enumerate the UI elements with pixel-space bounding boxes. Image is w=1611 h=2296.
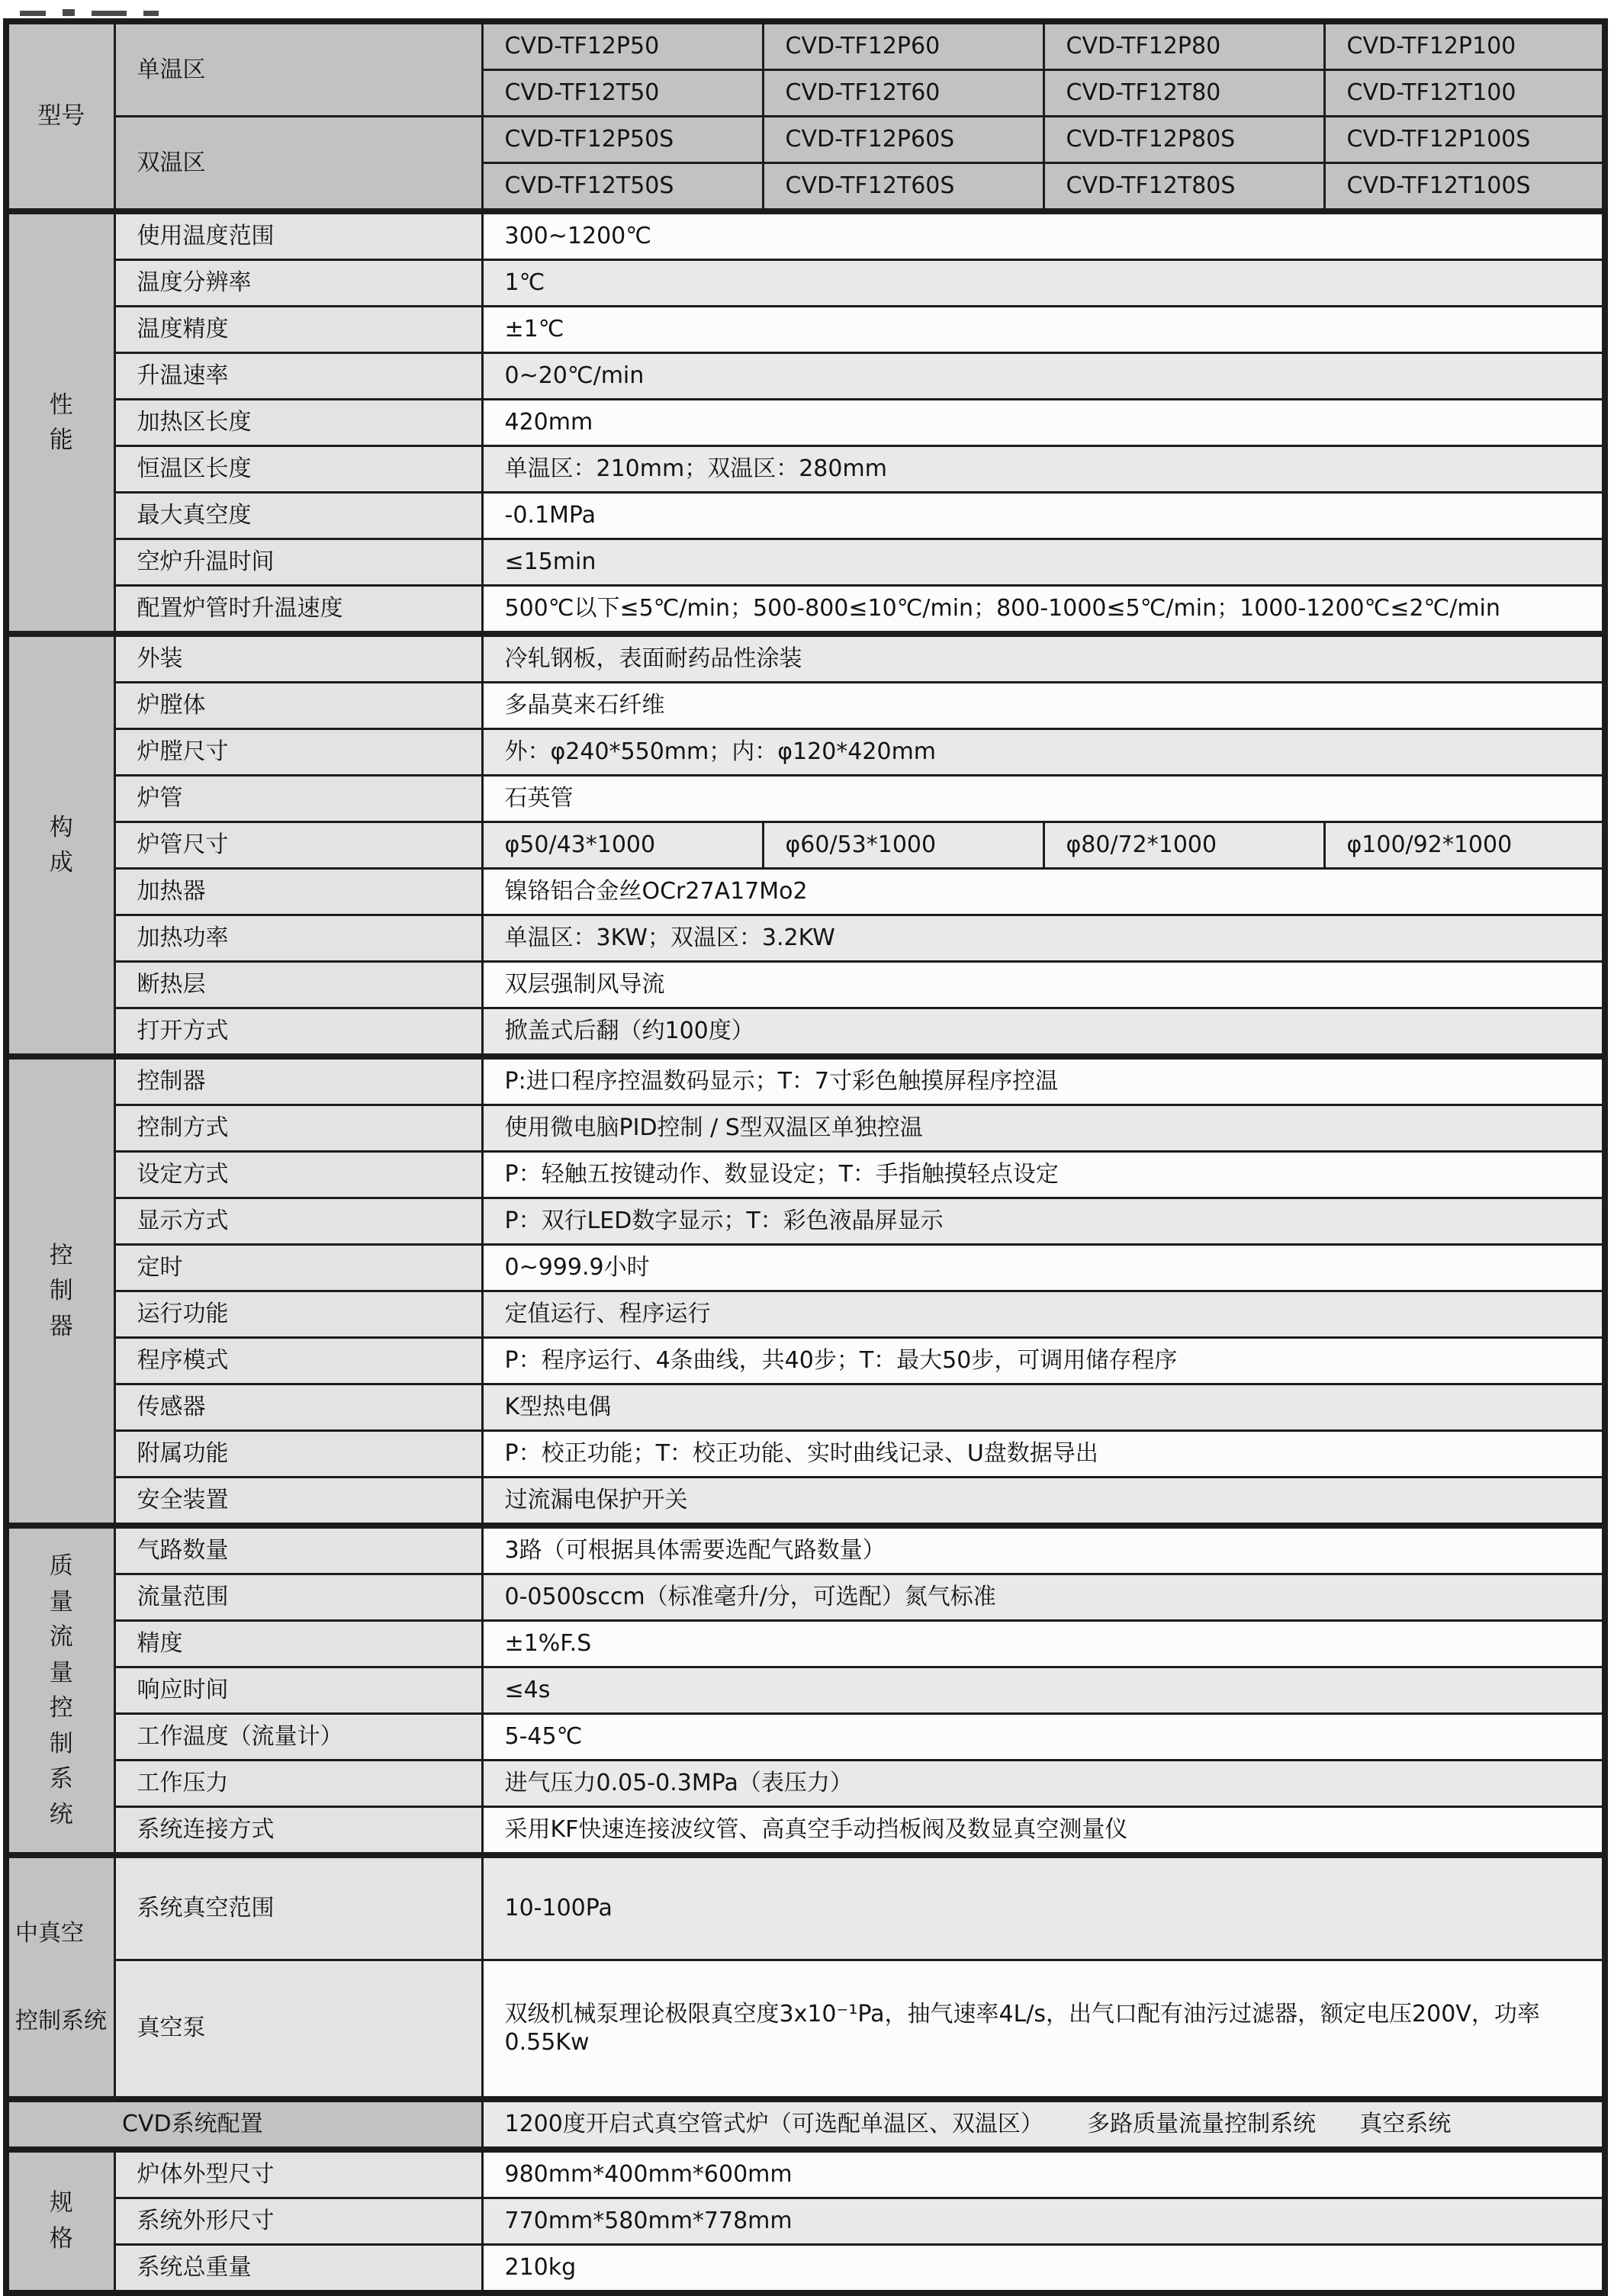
value-cell: P：双行LED数字显示；T：彩色液晶屏显示 [482, 1198, 1605, 1245]
spec-row [6, 1526, 1605, 1574]
value-cell: 0~20℃/min [482, 353, 1605, 400]
spec-row [6, 1152, 1605, 1198]
category-cell-vacuum [6, 1855, 114, 2099]
spec-row [6, 729, 1605, 776]
value-cell: 多晶莫来石纤维 [482, 683, 1605, 729]
spec-row [6, 2150, 1605, 2198]
category-cell-dimensions [6, 2150, 114, 2293]
value-cell: ±1%F.S [482, 1621, 1605, 1667]
value-cell: 双级机械泵理论极限真空度3x10⁻¹Pa，抽气速率4L/s，出气口配有油污过滤器，额定电压200V，功率0.55Kw [482, 1960, 1605, 2098]
spec-row [6, 1574, 1605, 1621]
value-cell: 10-100Pa [482, 1855, 1605, 1960]
attr-cell: 外装 [114, 634, 482, 683]
model-row [6, 21, 1605, 70]
model-cell: CVD-TF12P50 [482, 21, 763, 70]
spec-row [6, 1056, 1605, 1105]
attr-cell: 真空泵 [114, 1960, 482, 2098]
value-cell: φ80/72*1000 [1043, 822, 1324, 869]
model-cell: CVD-TF12P60S [763, 117, 1043, 163]
category-cell-performance [6, 211, 114, 634]
value-cell: φ60/53*1000 [763, 822, 1043, 869]
spec-row [6, 260, 1605, 307]
attr-cell: 配置炉管时升温速度 [114, 586, 482, 635]
value-cell: 采用KF快速连接波纹管、高真空手动挡板阀及数显真空测量仪 [482, 1807, 1605, 1856]
attr-cell: 升温速率 [114, 353, 482, 400]
attr-cell: 炉管 [114, 776, 482, 822]
spec-row [6, 1198, 1605, 1245]
spec-row [6, 539, 1605, 586]
attr-cell: 最大真空度 [114, 493, 482, 539]
spec-row [6, 1761, 1605, 1807]
value-cell: 进气压力0.05-0.3MPa（表压力） [482, 1761, 1605, 1807]
value-cell: P：校正功能；T：校正功能、实时曲线记录、U盘数据导出 [482, 1431, 1605, 1478]
model-cell: CVD-TF12T100 [1324, 70, 1605, 117]
category-cell-construction [6, 634, 114, 1056]
spec-row [6, 1621, 1605, 1667]
value-cell: P：轻触五按键动作、数显设定；T：手指触摸轻点设定 [482, 1152, 1605, 1198]
model-cell: CVD-TF12P80 [1043, 21, 1324, 70]
category-cell-mass-flow [6, 1526, 114, 1855]
attr-cell: 显示方式 [114, 1198, 482, 1245]
value-cell: 冷轧钢板，表面耐药品性涂装 [482, 634, 1605, 683]
value-cell: P：程序运行、4条曲线，共40步；T：最大50步，可调用储存程序 [482, 1338, 1605, 1384]
spec-row [6, 353, 1605, 400]
model-cell: CVD-TF12P50S [482, 117, 763, 163]
spec-row [6, 586, 1605, 635]
attr-cell: 工作温度（流量计） [114, 1714, 482, 1761]
spec-row [6, 1855, 1605, 1960]
spec-row [6, 683, 1605, 729]
model-cell: CVD-TF12T80 [1043, 70, 1324, 117]
spec-row [6, 1338, 1605, 1384]
value-cell: 使用微电脑PID控制 / S型双温区单独控温 [482, 1105, 1605, 1152]
spec-row [6, 1478, 1605, 1526]
attr-cell: 炉体外型尺寸 [114, 2150, 482, 2198]
spec-row [6, 2244, 1605, 2293]
category-label: 控制器 [49, 1241, 73, 1340]
attr-cell: 系统外形尺寸 [114, 2198, 482, 2244]
attr-cell: 安全装置 [114, 1478, 482, 1526]
category-cell-model: 型号 [6, 21, 114, 211]
spec-row [6, 493, 1605, 539]
attr-cell: 精度 [114, 1621, 482, 1667]
value-cell: ≤15min [482, 539, 1605, 586]
model-cell: CVD-TF12T80S [1043, 163, 1324, 212]
spec-row [6, 307, 1605, 353]
model-group-label: 双温区 [114, 117, 482, 212]
spec-row [6, 1667, 1605, 1714]
attr-cell: 工作压力 [114, 1761, 482, 1807]
cropped-heading-remnant [20, 2, 1611, 17]
model-row [6, 117, 1605, 163]
model-cell: CVD-TF12T60S [763, 163, 1043, 212]
model-cell: CVD-TF12T50 [482, 70, 763, 117]
spec-row [6, 446, 1605, 493]
value-cell: 420mm [482, 400, 1605, 446]
model-cell: CVD-TF12T100S [1324, 163, 1605, 212]
attr-cell: 流量范围 [114, 1574, 482, 1621]
spec-row [6, 1807, 1605, 1856]
spec-row [6, 1431, 1605, 1478]
attr-cell: 控制器 [114, 1056, 482, 1105]
attr-cell: 系统真空范围 [114, 1855, 482, 1960]
attr-cell: 系统连接方式 [114, 1807, 482, 1856]
config-row [6, 2099, 1605, 2150]
attr-cell: 响应时间 [114, 1667, 482, 1714]
attr-cell: 程序模式 [114, 1338, 482, 1384]
spec-row [6, 1008, 1605, 1057]
attr-cell: 设定方式 [114, 1152, 482, 1198]
spec-row [6, 962, 1605, 1008]
config-value-cell: 1200度开启式真空管式炉（可选配单温区、双温区） 多路质量流量控制系统 真空系统 [482, 2099, 1605, 2150]
model-cell: CVD-TF12P100S [1324, 117, 1605, 163]
spec-row [6, 400, 1605, 446]
attr-cell: 加热功率 [114, 915, 482, 962]
attr-cell: 附属功能 [114, 1431, 482, 1478]
value-cell: 3路（可根据具体需要选配气路数量） [482, 1526, 1605, 1574]
attr-cell: 加热区长度 [114, 400, 482, 446]
category-label: 性能 [49, 391, 73, 454]
category-label: 质量流量控制系统 [49, 1552, 73, 1828]
model-cell: CVD-TF12P60 [763, 21, 1043, 70]
spec-row [6, 2198, 1605, 2244]
attr-cell: 控制方式 [114, 1105, 482, 1152]
config-label-cell: CVD系统配置 [6, 2099, 482, 2150]
value-cell: 石英管 [482, 776, 1605, 822]
spec-row [6, 1384, 1605, 1431]
attr-cell: 定时 [114, 1245, 482, 1291]
attr-cell: 炉膛尺寸 [114, 729, 482, 776]
value-cell: 镍铬铝合金丝OCr27A17Mo2 [482, 869, 1605, 915]
value-cell: 单温区：3KW；双温区：3.2KW [482, 915, 1605, 962]
spec-row [6, 776, 1605, 822]
spec-row [6, 822, 1605, 869]
value-cell: 300~1200℃ [482, 211, 1605, 260]
spec-row [6, 211, 1605, 260]
spec-row [6, 1960, 1605, 2098]
attr-cell: 温度精度 [114, 307, 482, 353]
attr-cell: 系统总重量 [114, 2244, 482, 2293]
value-cell: 0-0500sccm（标准毫升/分，可选配）氮气标准 [482, 1574, 1605, 1621]
attr-cell: 加热器 [114, 869, 482, 915]
attr-cell: 使用温度范围 [114, 211, 482, 260]
attr-cell: 传感器 [114, 1384, 482, 1431]
category-cell-controller [6, 1056, 114, 1526]
spec-row [6, 915, 1605, 962]
spec-table [3, 18, 1608, 2296]
model-cell: CVD-TF12T60 [763, 70, 1043, 117]
spec-row [6, 1714, 1605, 1761]
model-cell: CVD-TF12P100 [1324, 21, 1605, 70]
attr-cell: 断热层 [114, 962, 482, 1008]
value-cell: 770mm*580mm*778mm [482, 2198, 1605, 2244]
model-group-label: 单温区 [114, 21, 482, 117]
value-cell: ±1℃ [482, 307, 1605, 353]
attr-cell: 恒温区长度 [114, 446, 482, 493]
value-cell: P:进口程序控温数码显示；T：7寸彩色触摸屏程序控温 [482, 1056, 1605, 1105]
attr-cell: 炉膛体 [114, 683, 482, 729]
value-cell: 定值运行、程序运行 [482, 1291, 1605, 1338]
value-cell: 210kg [482, 2244, 1605, 2293]
value-cell: 1℃ [482, 260, 1605, 307]
value-cell: φ50/43*1000 [482, 822, 763, 869]
value-cell: 5-45℃ [482, 1714, 1605, 1761]
value-cell: 双层强制风导流 [482, 962, 1605, 1008]
spec-row [6, 1291, 1605, 1338]
value-cell: 外：φ240*550mm；内：φ120*420mm [482, 729, 1605, 776]
model-cell: CVD-TF12T50S [482, 163, 763, 212]
model-cell: CVD-TF12P80S [1043, 117, 1324, 163]
attr-cell: 气路数量 [114, 1526, 482, 1574]
attr-cell: 炉管尺寸 [114, 822, 482, 869]
value-cell: 500℃以下≤5℃/min；500-800≤10℃/min；800-1000≤5℃/min；1000-1200℃≤2℃/min [482, 586, 1605, 635]
value-cell: K型热电偶 [482, 1384, 1605, 1431]
spec-row [6, 1105, 1605, 1152]
value-cell: ≤4s [482, 1667, 1605, 1714]
value-cell: φ100/92*1000 [1324, 822, 1605, 869]
category-label: 构成 [49, 813, 73, 876]
spec-row [6, 1245, 1605, 1291]
value-cell: 过流漏电保护开关 [482, 1478, 1605, 1526]
spec-row [6, 869, 1605, 915]
value-cell: 掀盖式后翻（约100度） [482, 1008, 1605, 1057]
category-label: 规格 [49, 2189, 73, 2253]
category-label: 中真空 [15, 1919, 84, 1947]
attr-cell: 运行功能 [114, 1291, 482, 1338]
value-cell: 980mm*400mm*600mm [482, 2150, 1605, 2198]
value-cell: 单温区：210mm；双温区：280mm [482, 446, 1605, 493]
attr-cell: 打开方式 [114, 1008, 482, 1057]
spec-row [6, 634, 1605, 683]
attr-cell: 温度分辨率 [114, 260, 482, 307]
value-cell: 0~999.9小时 [482, 1245, 1605, 1291]
attr-cell: 空炉升温时间 [114, 539, 482, 586]
value-cell: -0.1MPa [482, 493, 1605, 539]
category-label: 控制系统 [15, 2007, 107, 2034]
page [0, 2, 1611, 2296]
